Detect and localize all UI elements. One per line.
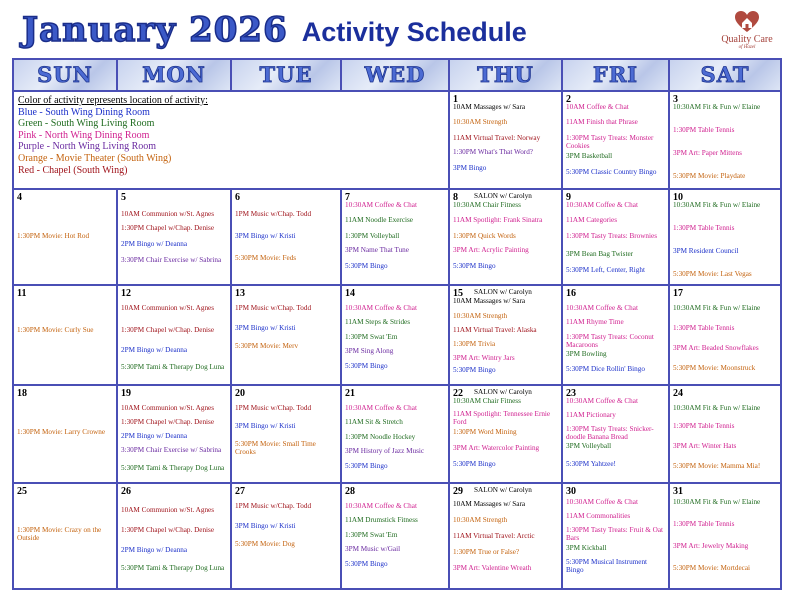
legend-item: Pink - North Wing Dining Room <box>18 129 150 141</box>
day-cell <box>449 483 562 589</box>
logo-tagline: of Hazel <box>738 45 756 50</box>
activity-entry: 3PM Music w/Gail <box>345 545 401 553</box>
activity-entry: 1:30PM Tasty Treats: Coconut Macaroons <box>566 333 654 350</box>
day-cell <box>117 483 231 589</box>
activity-entry: 1:30PM Movie: Hot Rod <box>17 232 90 240</box>
day-number: 8 <box>453 192 458 203</box>
activity-entry: 1:30PM Word Mining <box>453 428 517 436</box>
heart-house-icon <box>734 10 760 34</box>
day-number: 27 <box>235 486 245 497</box>
activity-entry: 10AM Communion w/St. Agnes <box>121 210 215 218</box>
weekday-header <box>669 59 781 91</box>
weekday-label: THU <box>477 62 534 87</box>
activity-entry: 1:30PM Tasty Treats: Monster Cookies <box>566 134 654 151</box>
activity-entry: 1:30PM Table Tennis <box>673 224 735 232</box>
activity-entry: 1:30PM Noodle Hockey <box>345 433 416 441</box>
activity-entry: 5:30PM Bingo <box>345 462 388 470</box>
activity-entry: 3PM Bingo <box>453 164 487 172</box>
activity-entry: 10:30AM Coffee & Chat <box>345 404 417 412</box>
weekday-label: TUE <box>259 62 313 87</box>
activity-entry: 1PM Music w/Chap. Todd <box>235 502 312 510</box>
day-cell <box>13 285 117 385</box>
activity-entry: 3PM Bingo w/ Kristi <box>235 324 296 332</box>
activity-entry: 11AM Finish that Phrase <box>566 118 638 126</box>
legend-item: Orange - Movie Theater (South Wing) <box>18 152 172 164</box>
activity-entry: 3PM Name That Tune <box>345 246 409 254</box>
legend-cell <box>13 91 449 189</box>
activity-entry: 1:30PM Swat 'Em <box>345 333 398 341</box>
activity-entry: 1:30PM Movie: Larry Crowne <box>17 428 106 436</box>
day-cell <box>669 483 781 589</box>
activity-entry: 5:30PM Movie: Merv <box>235 342 299 350</box>
activity-entry: 1:30PM Table Tennis <box>673 324 735 332</box>
activity-entry: 5:30PM Movie: Mortdecai <box>673 564 751 572</box>
activity-entry: 11AM Noodle Exercise <box>345 216 413 224</box>
activity-entry: 11AM Virtual Travel: Alaska <box>453 326 537 334</box>
day-number: 26 <box>121 486 131 497</box>
activity-entry: 3PM Resident Council <box>673 247 739 255</box>
day-number: 3 <box>673 94 678 105</box>
activity-entry: 11AM Pictionary <box>566 411 616 419</box>
weekday-label: FRI <box>592 62 639 87</box>
page-title <box>22 10 527 52</box>
activity-entry: 10:30AM Fit & Fun w/ Elaine <box>673 304 761 312</box>
activity-entry: 1:30PM Trivia <box>453 340 496 348</box>
activity-entry: 3PM Art: Beaded Snowflakes <box>673 344 759 352</box>
salon-note: SALON w/ Carolyn <box>474 486 532 494</box>
activity-entry: 1:30PM Chapel w/Chap. Denise <box>121 224 215 232</box>
activity-entry: 10:30AM Coffee & Chat <box>566 498 638 506</box>
day-number: 31 <box>673 486 683 497</box>
weekday-header <box>449 59 562 91</box>
activity-entry: 1:30PM Quick Words <box>453 232 516 240</box>
activity-entry: 10:30AM Coffee & Chat <box>566 304 638 312</box>
activity-entry: 11AM Categories <box>566 216 618 224</box>
logo <box>712 10 782 58</box>
day-number: 5 <box>121 192 126 203</box>
activity-entry: 3PM Art: Jewelry Making <box>673 542 749 550</box>
day-number: 12 <box>121 288 131 299</box>
month-title: January 2026 <box>22 10 288 50</box>
weekday-label: MON <box>142 62 206 87</box>
day-number: 7 <box>345 192 350 203</box>
activity-entry: 11AM Drumstick Fitness <box>345 516 418 524</box>
day-number: 13 <box>235 288 245 299</box>
activity-entry: 5:30PM Dice Rollin' Bingo <box>566 365 645 373</box>
activity-entry: 5:30PM Tami & Therapy Dog Luna <box>121 464 225 472</box>
activity-entry: 3PM Art: Watercolor Painting <box>453 444 540 452</box>
day-cell <box>669 285 781 385</box>
activity-entry: 3:30PM Chair Exercise w/ Sabrina <box>121 256 222 264</box>
day-number: 4 <box>17 192 22 203</box>
day-cell <box>449 91 562 189</box>
legend-item: Green - South Wing Living Room <box>18 118 155 130</box>
day-cell <box>341 385 449 483</box>
activity-entry: 11AM Virtual Travel: Norway <box>453 134 541 142</box>
activity-entry: 1:30PM Movie: Curly Sue <box>17 326 94 334</box>
salon-note: SALON w/ Carolyn <box>474 192 532 200</box>
weekday-header <box>117 59 231 91</box>
activity-entry: 5:30PM Movie: Last Vegas <box>673 270 752 278</box>
day-number: 2 <box>566 94 571 105</box>
day-cell <box>341 189 449 285</box>
week-row <box>13 91 781 189</box>
activity-entry: 3PM Bean Bag Twister <box>566 250 634 258</box>
activity-entry: 3PM Basketball <box>566 152 613 160</box>
day-number: 25 <box>17 486 27 497</box>
activity-entry: 3PM Volleyball <box>566 442 612 450</box>
day-number: 21 <box>345 388 355 399</box>
activity-entry: 1:30PM True or False? <box>453 548 520 556</box>
activity-entry: 2PM Bingo w/ Deanna <box>121 432 188 440</box>
weekday-label: SUN <box>37 62 93 87</box>
activity-entry: 3PM Art: Wintry Jars <box>453 354 515 362</box>
activity-entry: 1PM Music w/Chap. Todd <box>235 210 312 218</box>
weekday-header <box>231 59 341 91</box>
salon-note: SALON w/ Carolyn <box>474 388 532 396</box>
activity-entry: 11AM Spotlight: Tennessee Ernie Ford <box>453 410 551 427</box>
activity-entry: 10AM Communion w/St. Agnes <box>121 304 215 312</box>
day-cell <box>117 285 231 385</box>
activity-entry: 10:30AM Chair Fitness <box>453 201 521 209</box>
activity-entry: 1:30PM Table Tennis <box>673 422 735 430</box>
week-row <box>13 385 781 483</box>
activity-entry: 5:30PM Bingo <box>453 460 496 468</box>
week-row <box>13 285 781 385</box>
day-number: 16 <box>566 288 576 299</box>
calendar-grid <box>12 58 782 590</box>
activity-entry: 5:30PM Tami & Therapy Dog Luna <box>121 564 225 572</box>
activity-entry: 5:30PM Bingo <box>345 362 388 370</box>
activity-entry: 5:30PM Bingo <box>345 262 388 270</box>
activity-entry: 1:30PM Volleyball <box>345 232 400 240</box>
day-number: 20 <box>235 388 245 399</box>
weekday-label: WED <box>364 62 426 87</box>
day-cell <box>13 189 117 285</box>
legend-heading: Color of activity represents location of activity: <box>18 95 208 106</box>
activity-entry: 3PM Bowling <box>566 350 607 358</box>
activity-entry: 5:30PM Movie: Playdate <box>673 172 746 180</box>
schedule-subtitle: Activity Schedule <box>301 17 527 47</box>
calendar-body <box>13 91 781 589</box>
activity-entry: 11AM Spotlight: Frank Sinatra <box>453 216 543 224</box>
activity-entry: 2PM Bingo w/ Deanna <box>121 346 188 354</box>
activity-entry: 10AM Massages w/ Sara <box>453 500 526 508</box>
activity-entry: 10:30AM Strength <box>453 312 508 320</box>
activity-entry: 5:30PM Yahtzee! <box>566 460 616 468</box>
activity-entry: 10:30AM Chair Fitness <box>453 397 521 405</box>
salon-note: SALON w/ Carolyn <box>474 288 532 296</box>
day-cell <box>562 285 669 385</box>
activity-entry: 11AM Rhyme Time <box>566 318 624 326</box>
day-cell <box>562 91 669 189</box>
day-cell <box>117 189 231 285</box>
activity-entry: 1PM Music w/Chap. Todd <box>235 304 312 312</box>
day-cell <box>231 285 341 385</box>
activity-entry: 10:30AM Fit & Fun w/ Elaine <box>673 404 761 412</box>
day-number: 23 <box>566 388 576 399</box>
activity-entry: 10:30AM Coffee & Chat <box>345 201 417 209</box>
day-number: 17 <box>673 288 683 299</box>
day-cell <box>117 385 231 483</box>
activity-entry: 3PM Sing Along <box>345 347 394 355</box>
day-number: 19 <box>121 388 131 399</box>
activity-entry: 1:30PM Chapel w/Chap. Denise <box>121 326 215 334</box>
day-cell <box>231 483 341 589</box>
activity-entry: 3PM History of Jazz Music <box>345 447 425 455</box>
weekday-label: SAT <box>700 62 750 87</box>
activity-entry: 10:30AM Fit & Fun w/ Elaine <box>673 103 761 111</box>
day-cell <box>449 189 562 285</box>
day-number: 30 <box>566 486 576 497</box>
activity-entry: 5:30PM Musical Instrument Bingo <box>566 558 648 575</box>
day-number: 9 <box>566 192 571 203</box>
activity-entry: 3:30PM Chair Exercise w/ Sabrina <box>121 446 222 454</box>
activity-entry: 3PM Bingo w/ Kristi <box>235 232 296 240</box>
activity-entry: 10AM Coffee & Chat <box>566 103 629 111</box>
day-number: 28 <box>345 486 355 497</box>
activity-entry: 5:30PM Left, Center, Right <box>566 266 645 274</box>
color-legend <box>18 95 208 176</box>
legend-item: Red - Chapel (South Wing) <box>18 164 128 176</box>
weekday-header-row <box>13 59 781 91</box>
activity-entry: 10AM Communion w/St. Agnes <box>121 506 215 514</box>
activity-entry: 3PM Bingo w/ Kristi <box>235 522 296 530</box>
activity-entry: 10:30AM Strength <box>453 118 508 126</box>
weekday-header <box>341 59 449 91</box>
activity-entry: 1:30PM What's That Word? <box>453 148 533 156</box>
activity-entry: 5:30PM Bingo <box>453 262 496 270</box>
activity-entry: 5:30PM Movie: Feds <box>235 254 297 262</box>
day-number: 11 <box>17 288 27 299</box>
day-number: 6 <box>235 192 240 203</box>
activity-entry: 5:30PM Bingo <box>453 366 496 374</box>
activity-entry: 5:30PM Movie: Dog <box>235 540 295 548</box>
day-number: 24 <box>673 388 683 399</box>
week-row <box>13 483 781 589</box>
activity-entry: 1:30PM Table Tennis <box>673 520 735 528</box>
activity-entry: 1:30PM Table Tennis <box>673 126 735 134</box>
activity-entry: 10:30AM Fit & Fun w/ Elaine <box>673 201 761 209</box>
activity-entry: 5:30PM Classic Country Bingo <box>566 168 657 176</box>
day-cell <box>231 385 341 483</box>
day-cell <box>562 483 669 589</box>
day-cell <box>13 385 117 483</box>
day-cell <box>669 189 781 285</box>
activity-entry: 2PM Bingo w/ Deanna <box>121 240 188 248</box>
activity-entry: 10AM Massages w/ Sara <box>453 103 526 111</box>
activity-entry: 3PM Art: Valentine Wreath <box>453 564 532 572</box>
day-cell <box>449 385 562 483</box>
activity-entry: 5:30PM Movie: Small Time Crooks <box>235 440 316 457</box>
activity-entry: 11AM Sit & Stretch <box>345 418 403 426</box>
activity-entry: 1:30PM Tasty Treats: Brownies <box>566 232 658 240</box>
activity-entry: 10:30AM Coffee & Chat <box>345 304 417 312</box>
week-row <box>13 189 781 285</box>
day-number: 22 <box>453 388 463 399</box>
weekday-header <box>562 59 669 91</box>
activity-entry: 10AM Communion w/St. Agnes <box>121 404 215 412</box>
activity-entry: 10:30AM Coffee & Chat <box>566 201 638 209</box>
day-cell <box>669 91 781 189</box>
activity-entry: 10:30AM Strength <box>453 516 508 524</box>
activity-entry: 3PM Art: Winter Hats <box>673 442 737 450</box>
day-number: 18 <box>17 388 27 399</box>
day-cell <box>231 189 341 285</box>
day-number: 10 <box>673 192 683 203</box>
activity-entry: 5:30PM Tami & Therapy Dog Luna <box>121 363 225 371</box>
activity-entry: 1PM Music w/Chap. Todd <box>235 404 312 412</box>
activity-entry: 1:30PM Tasty Treats: Snicker-doodle Banana Bread <box>566 425 654 442</box>
activity-entry: 1:30PM Movie: Crazy on the Outside <box>17 526 102 543</box>
activity-entry: 3PM Art: Paper Mittens <box>673 149 742 157</box>
activity-entry: 11AM Commonalities <box>566 512 631 520</box>
activity-entry: 5:30PM Movie: Mamma Mia! <box>673 462 761 470</box>
day-cell <box>562 385 669 483</box>
logo-name: Quality Care <box>721 34 773 45</box>
day-cell <box>341 483 449 589</box>
activity-entry: 1:30PM Swat 'Em <box>345 531 398 539</box>
day-cell <box>341 285 449 385</box>
weekday-header <box>13 59 117 91</box>
day-cell <box>669 385 781 483</box>
activity-entry: 10:30AM Coffee & Chat <box>345 502 417 510</box>
activity-entry: 3PM Bingo w/ Kristi <box>235 422 296 430</box>
activity-entry: 3PM Art: Acrylic Painting <box>453 246 529 254</box>
activity-entry: 5:30PM Bingo <box>345 560 388 568</box>
day-cell <box>13 483 117 589</box>
activity-entry: 10:30AM Coffee & Chat <box>566 397 638 405</box>
day-number: 15 <box>453 288 463 299</box>
day-cell <box>562 189 669 285</box>
activity-entry: 3PM Kickball <box>566 544 607 552</box>
day-number: 29 <box>453 486 463 497</box>
legend-item: Blue - South Wing Dining Room <box>18 106 150 118</box>
activity-entry: 5:30PM Movie: Moonstruck <box>673 364 756 372</box>
legend-item: Purple - North Wing Living Room <box>18 141 157 153</box>
activity-entry: 10AM Massages w/ Sara <box>453 297 526 305</box>
activity-entry: 11AM Virtual Travel: Arctic <box>453 532 535 540</box>
activity-entry: 2PM Bingo w/ Deanna <box>121 546 188 554</box>
activity-entry: 11AM Steps & Strides <box>345 318 411 326</box>
activity-entry: 1:30PM Chapel w/Chap. Denise <box>121 526 215 534</box>
activity-entry: 1:30PM Tasty Treats: Fruit & Oat Bars <box>566 526 664 543</box>
activity-entry: 1:30PM Chapel w/Chap. Denise <box>121 418 215 426</box>
day-number: 1 <box>453 94 458 105</box>
day-number: 14 <box>345 288 355 299</box>
day-cell <box>449 285 562 385</box>
activity-entry: 10:30AM Fit & Fun w/ Elaine <box>673 498 761 506</box>
